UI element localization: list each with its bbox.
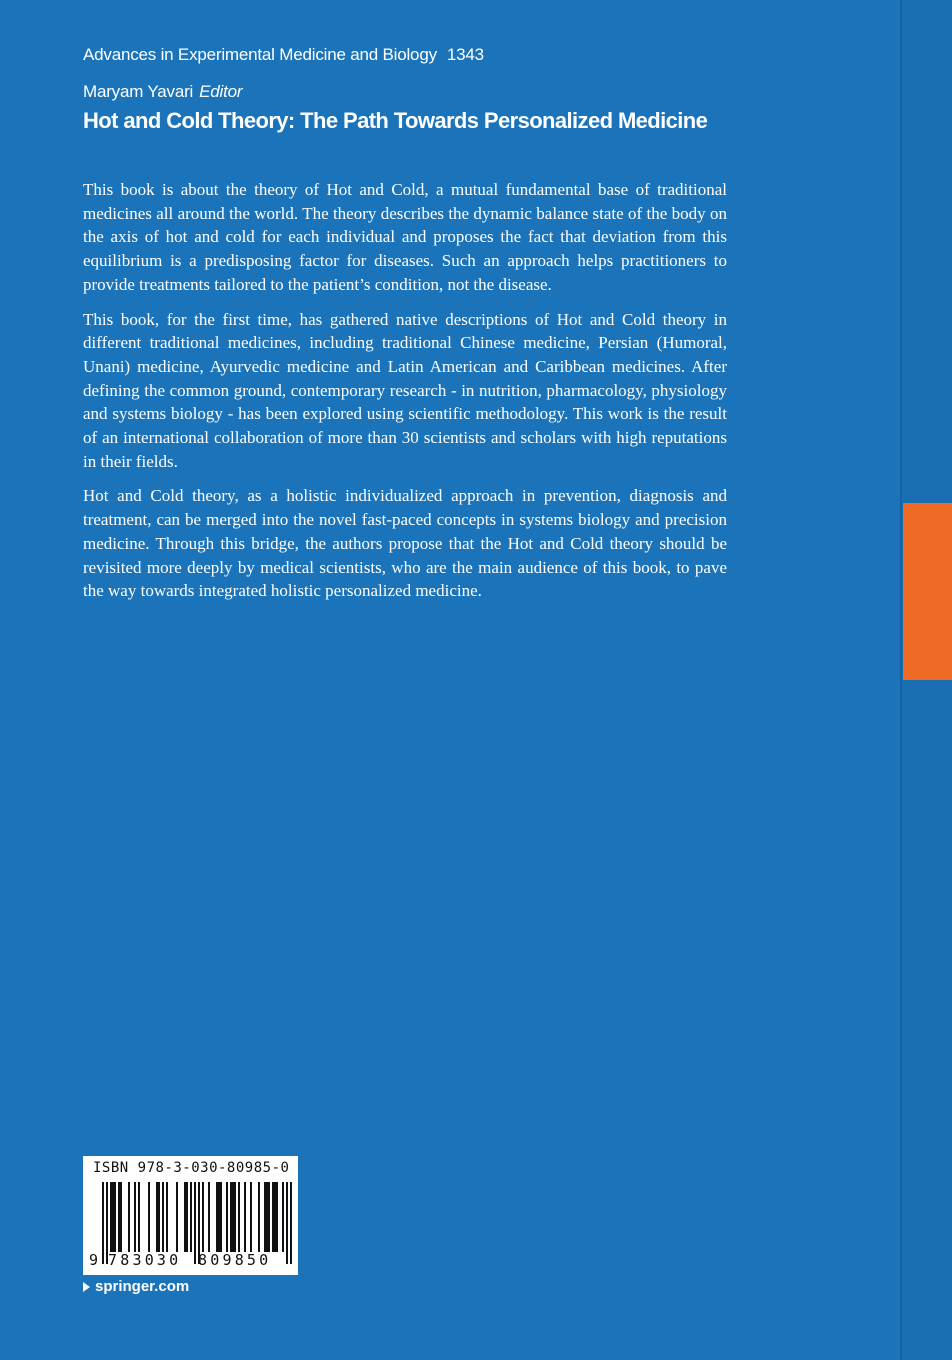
barcode-bar [208, 1182, 210, 1252]
blurb-paragraph-3: Hot and Cold theory, as a holistic individualized approach in prevention, diagnosis and treatment, can be merged into the novel fast-paced concepts in systems biology and precision medicine. Through this bridge, the authors propose that the Hot and Cold theory should be revisited more deeply by medical scientists, who are the main audience of this book, to pave the way towards integrated holistic personalized medicine. [83, 486, 727, 601]
barcode-bar [190, 1182, 192, 1252]
barcode-bar [290, 1182, 292, 1264]
barcode-bar [232, 1182, 234, 1252]
barcode-bar [184, 1182, 186, 1252]
barcode-digits-left: 783030 [108, 1251, 182, 1269]
blurb-paragraph-1: This book is about the theory of Hot and Cold, a mutual fundamental base of traditional medicines all around the world. The theory describes the dynamic balance state of the body on the axis of hot and cold for each individual and proposes the fact that deviation from this equilibrium is a predisposing factor for diseases. Such an approach helps practitioners to provide treatments tailored to the patient’s condition, not the disease. [83, 180, 727, 294]
barcode-bar [226, 1182, 228, 1252]
barcode-bar [102, 1182, 104, 1264]
barcode-bar [162, 1182, 164, 1252]
barcode-bar [110, 1182, 112, 1252]
barcode-bar [268, 1182, 270, 1252]
barcode-digit-first: 9 [89, 1251, 99, 1269]
barcode-bar [244, 1182, 246, 1252]
barcode-digits-right: 809850 [198, 1251, 272, 1269]
publisher-link-text: springer.com [95, 1278, 190, 1295]
triangle-arrow-icon [83, 1282, 90, 1292]
series-title [83, 45, 484, 65]
publisher-link[interactable] [83, 1278, 189, 1295]
editor-role: Editor [199, 82, 243, 101]
barcode-bar [274, 1182, 276, 1252]
barcode-bar [156, 1182, 158, 1252]
barcode-bar [276, 1182, 278, 1252]
barcode-bar [134, 1182, 136, 1252]
barcode-bar [186, 1182, 188, 1252]
blurb [83, 178, 727, 614]
barcode-bar [234, 1182, 236, 1252]
barcode-bar [286, 1182, 288, 1264]
isbn-barcode-block [83, 1156, 298, 1275]
barcode-bar [176, 1182, 178, 1252]
barcode-bar [272, 1182, 274, 1252]
barcode-bar [194, 1182, 196, 1264]
orange-accent-tab [903, 503, 952, 680]
barcode-bar [264, 1182, 266, 1252]
barcode-bar [230, 1182, 232, 1252]
barcode-bar [218, 1182, 220, 1252]
barcode-bar [158, 1182, 160, 1252]
isbn-label: ISBN 978-3-030-80985-0 [93, 1160, 290, 1176]
editor-name: Maryam Yavari [83, 82, 194, 101]
blurb-paragraph-2: This book, for the first time, has gathered native descriptions of Hot and Cold theory in different traditional medicines, including traditional Chinese medicine, Persian (Humoral, Unani) medicine, Ayurvedic medicine and Latin American and Caribbean medicines. After defining the common ground, contemporary research - in nutrition, pharmacology, physiology and systems biology - has been explored using scientific methodology. This work is the result of an international collaboration of more than 30 scientists and scholars with high reputations in their fields. [83, 309, 727, 471]
series-name: Advances in Experimental Medicine and Biology [83, 45, 437, 64]
series-volume: 1343 [446, 45, 484, 64]
barcode-bar [118, 1182, 120, 1252]
spine-strip [902, 0, 952, 1360]
barcode-bar [258, 1182, 260, 1252]
barcode-bar [216, 1182, 218, 1252]
barcode-bar [114, 1182, 116, 1252]
barcode-bar [148, 1182, 150, 1252]
editor-line [83, 82, 242, 102]
barcode-bar [128, 1182, 130, 1252]
barcode-bar [202, 1182, 204, 1252]
barcode-bar [120, 1182, 122, 1252]
barcode-bar [220, 1182, 222, 1252]
barcode-bar [166, 1182, 168, 1252]
barcode-bar [250, 1182, 252, 1252]
barcode-bar [282, 1182, 284, 1252]
barcode-bar [238, 1182, 240, 1252]
barcode-bar [138, 1182, 140, 1252]
barcode-bar [112, 1182, 114, 1252]
book-title: Hot and Cold Theory: The Path Towards Personalized Medicine [83, 108, 708, 133]
barcode-bar [266, 1182, 268, 1252]
